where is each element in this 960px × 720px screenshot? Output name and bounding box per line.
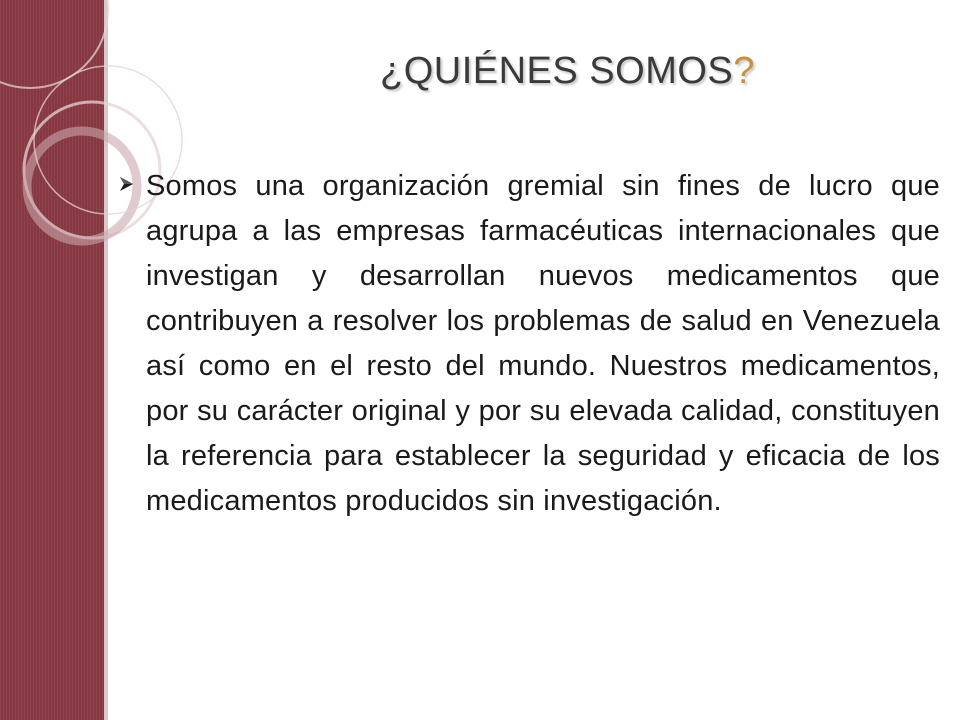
- page-title: [380, 50, 940, 93]
- bullet-text: Somos una organización gremial sin fines de lucro que agrupa a las empresas farmacéuticas internacionales que investigan y desarrollan nuevos medicamentos que contribuyen a resolver los problemas de salud en Venezuela así como en el resto del mundo. Nuestros medicamentos, por su carácter original y por su elevada calidad, constituyen la referencia para establecer la seguridad y eficacia de los medicamentos producidos sin investigación.: [146, 170, 940, 517]
- title-text: ¿QUIÉNES SOMOS: [380, 50, 734, 92]
- title-question-mark: ?: [733, 50, 755, 92]
- arrow-bullet-icon: [118, 176, 134, 192]
